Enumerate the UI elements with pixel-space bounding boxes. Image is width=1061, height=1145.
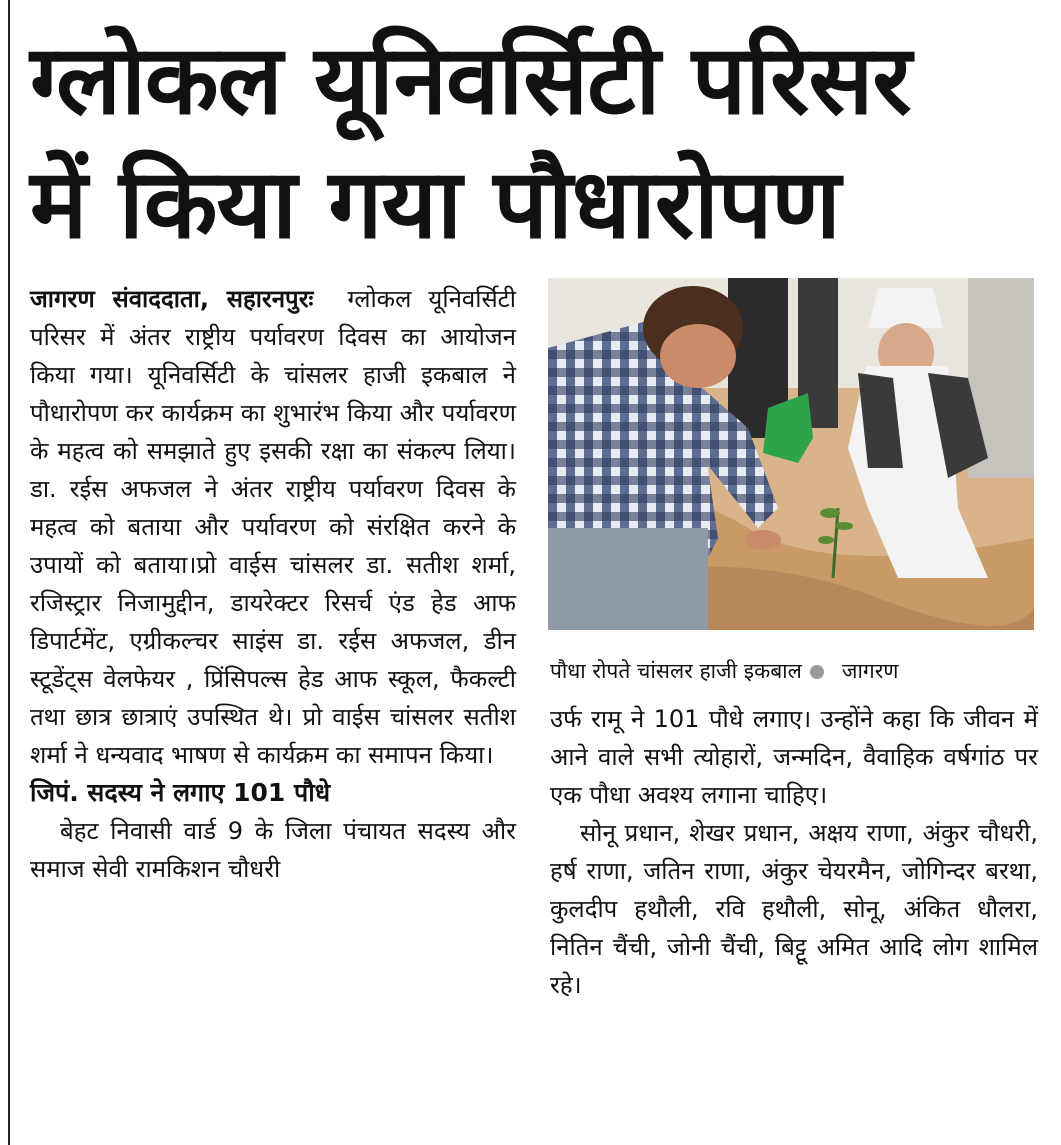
photo-caption [550, 656, 1038, 686]
subheading: जिपं. सदस्य ने लगाए 101 पौधे [30, 778, 331, 807]
left-column-rule [8, 0, 10, 1145]
right-article-column [550, 700, 1038, 1004]
sub-paragraph: बेहट निवासी वार्ड 9 के जिला पंचायत सदस्य और समाज सेवी रामकिशन चौधरी [30, 817, 516, 883]
photo-credit: जागरण [841, 659, 899, 683]
lead-paragraph [30, 280, 516, 774]
dateline: जागरण संवाददाता, सहारनपुरः [30, 285, 314, 313]
caption-text: पौधा रोपते चांसलर हाजी इकबाल [550, 659, 802, 683]
right-paragraph-2: सोनू प्रधान, शेखर प्रधान, अक्षय राणा, अंकुर चौधरी, हर्ष राणा, जतिन राणा, अंकुर चेयरमैन, जोगिन्दर बरथा, कुलदीप हथौली, रवि हथौली, सोनू, अंकित धौलरा, नितिन चैंची, जोनी चैंची, बिट्टू अमित आदि लोग शामिल रहे। [550, 819, 1038, 999]
headline [30, 18, 1040, 266]
right-paragraph-1: उर्फ रामू ने 101 पौधे लगाए। उन्होंने कहा कि जीवन में आने वाले सभी त्योहारों, जन्मदिन, वैवाहिक वर्षगांठ पर एक पौधा अवश्य लगाना चाहिए। [550, 705, 1038, 809]
left-article-column [30, 280, 516, 888]
headline-line-1: ग्लोकल यूनिवर्सिटी परिसर [30, 24, 911, 136]
lead-text: ग्लोकल यूनिवर्सिटी परिसर में अंतर राष्ट्रीय पर्यावरण दिवस का आयोजन किया गया। यूनिवर्सिटी के चांसलर हाजी इकबाल ने पौधारोपण कर कार्यक्रम का शुभारंभ किया और पर्यावरण के महत्व को समझाते हुए इसकी रक्षा का संकल्प लिया। डा. रईस अफजल ने अंतर राष्ट्रीय पर्यावरण दिवस के महत्व को बताया और पर्यावरण को संरक्षित करने के उपायों को बताया।प्रो वाईस चांसलर डा. सतीश शर्मा, रजिस्ट्रार निजामुद्दीन, डायरेक्टर रिसर्च एंड हेड आफ डिपार्टमेंट, एग्रीकल्चर साइंस डा. रईस अफजल, डीन स्टूडेंट्स वेलफेयर , प्रिंसिपल्स हेड आफ स्कूल, फैकल्टी तथा छात्र छात्राएं उपस्थित थे। प्रो वाईस चांसलर सतीश शर्मा ने धन्यवाद भाषण से कार्यक्रम का समापन किया। [30, 285, 516, 769]
news-photo [548, 278, 1034, 630]
headline-line-2: में किया गया पौधारोपण [30, 148, 840, 260]
bullet-dot-icon [810, 665, 824, 679]
